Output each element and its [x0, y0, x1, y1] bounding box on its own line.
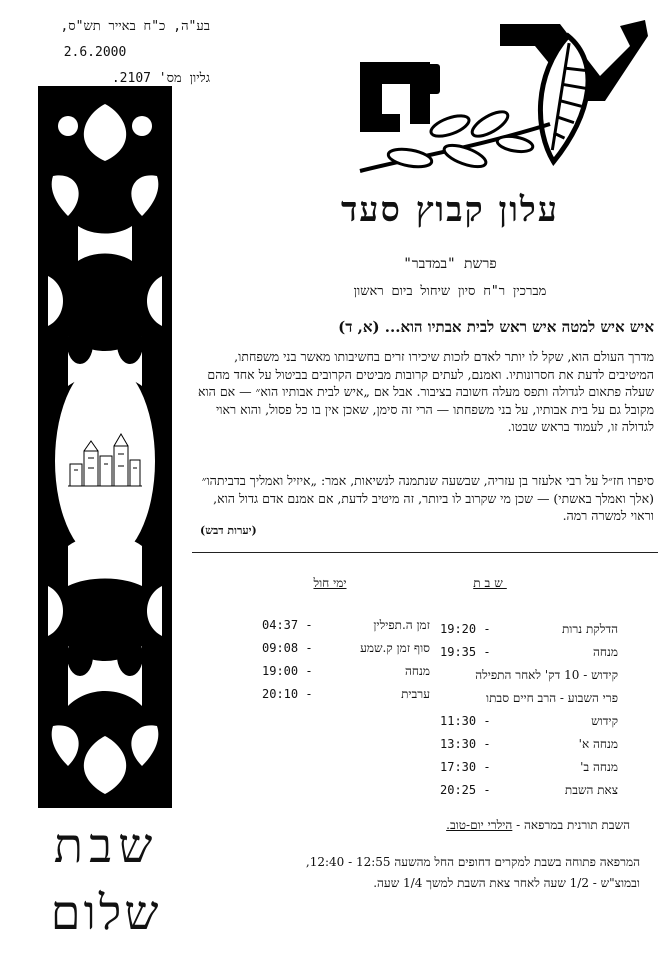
schedule-row [440, 668, 618, 691]
schedule-time: 11:30 - [440, 714, 491, 728]
gregorian-date: 2.6.2000 [63, 45, 127, 60]
greeting-shabbat: שבת [53, 818, 159, 874]
schedule-label: מנחה ב' [580, 760, 618, 774]
logo [300, 6, 662, 196]
article-paragraph-1: מדרך העולם הוא, שקל לו יותר לאדם לזכות שיכירו זרים בחשיבותו מאשר בני משפחתו, המיטיבים לדעת את חסרונותיו. ואמנם, לעתים קרובות מביטים הקרובים בביטול על אחד מהם שעלה פתאום לגדולה ותפס מעלה חשובה בציבור. אבל אם „איש לבית אבותיו הוא״ — אם הוא מקובל גם על בית אבותיו, על בני משפחתו — הרי זה סימן, שאכן אין בו כל פסול, והוא ראוי לגדולה זו, לעמוד בראש שבטו. [197, 349, 654, 434]
clinic-duty-name: הילרי יום-טוב. [446, 818, 513, 832]
shabbat-schedule [440, 622, 618, 806]
ornament-icon [38, 86, 172, 808]
schedule-label: מנחה א' [578, 737, 618, 751]
schedule-label: זמן ה.תפילין [373, 618, 430, 632]
issue-number: גליון מס' 2107. [111, 71, 210, 86]
schedule-time: 19:00 - [262, 664, 313, 678]
newsletter-subtitle: עלון קבוץ סעד [340, 190, 560, 230]
weekday-column-title: ימי חול [313, 576, 347, 590]
parasha-name: פרשת "במדבר" [403, 256, 497, 272]
schedule-row [440, 622, 618, 645]
schedule-time: 17:30 - [440, 760, 491, 774]
schedule-row [262, 664, 430, 687]
schedule-label: הדלקת נרות [561, 622, 618, 636]
schedule-row [440, 760, 618, 783]
schedule-row [262, 618, 430, 641]
hebrew-date: בע"ה, כ"ח באייר תש"ס, [60, 19, 210, 34]
schedule-row [440, 737, 618, 760]
clinic-hours-line-2: ובמוצ"ש - 1/2 שעה לאחר צאת השבת למשך 1/4 שעה. [373, 876, 640, 890]
article-paragraph-2: סיפרו חז״ל על רבי אלעזר בן עזריה, שבשעה שנתמנה לנשיאות, אמר: „איזיל ואמליך בדביתהו״ (אלך ואמלך באשתי) — שכן מי שקרוב לו ביותר, זה מיטיב לדעת, אם אמנם אדם גדול הוא, וראוי למשרה רמה. [201, 473, 654, 523]
decorative-band [38, 86, 172, 808]
schedule-label: קידוש - 10 דק' לאחר התפילה [475, 668, 618, 682]
schedule-row [440, 645, 618, 668]
clinic-duty-prefix: השבת תורנית במרפאה - [516, 818, 630, 832]
clinic-duty-notice [330, 818, 630, 833]
schedule-label: מנחה [404, 664, 430, 678]
leaf-logo-icon [300, 6, 662, 196]
schedule-label: מנחה [592, 645, 618, 659]
new-month-blessing: מברכין ר"ח סיון שיחול ביום ראשון [353, 284, 547, 299]
greeting-shalom: שלום [50, 885, 162, 941]
schedule-time: 19:20 - [440, 622, 491, 636]
article-source: (יערות דבש) [200, 524, 257, 537]
clinic-hours-line-1: המרפאה פתוחה בשבת למקרים דחופים החל מהשעה 12:55 - 12:40, [305, 855, 640, 869]
schedule-time: 04:37 - [262, 618, 313, 632]
schedule-time: 19:35 - [440, 645, 491, 659]
schedule-label: צאת השבת [564, 783, 618, 797]
schedule-row [440, 783, 618, 806]
schedule-row [440, 714, 618, 737]
schedule-time: 13:30 - [440, 737, 491, 751]
schedule-label: ערבית [401, 687, 430, 701]
shabbat-column-title: שבת [473, 576, 507, 590]
schedule-label: פרי השבוע - הרב חיים סבתו [486, 691, 618, 705]
schedule-label: סוף זמן ק.שמע [360, 641, 430, 655]
schedule-row [262, 687, 430, 710]
schedule-time: 20:10 - [262, 687, 313, 701]
divider [192, 552, 658, 553]
schedule-time: 20:25 - [440, 783, 491, 797]
schedule-time: 09:08 - [262, 641, 313, 655]
issue-info [20, 14, 210, 92]
schedule-row [262, 641, 430, 664]
article-headline: איש איש למטה איש ראש לבית אבתיו הוא... (א, ד) [338, 318, 654, 336]
schedule-label: קידוש [591, 714, 618, 728]
schedule-row [440, 691, 618, 714]
weekday-schedule [262, 618, 430, 710]
